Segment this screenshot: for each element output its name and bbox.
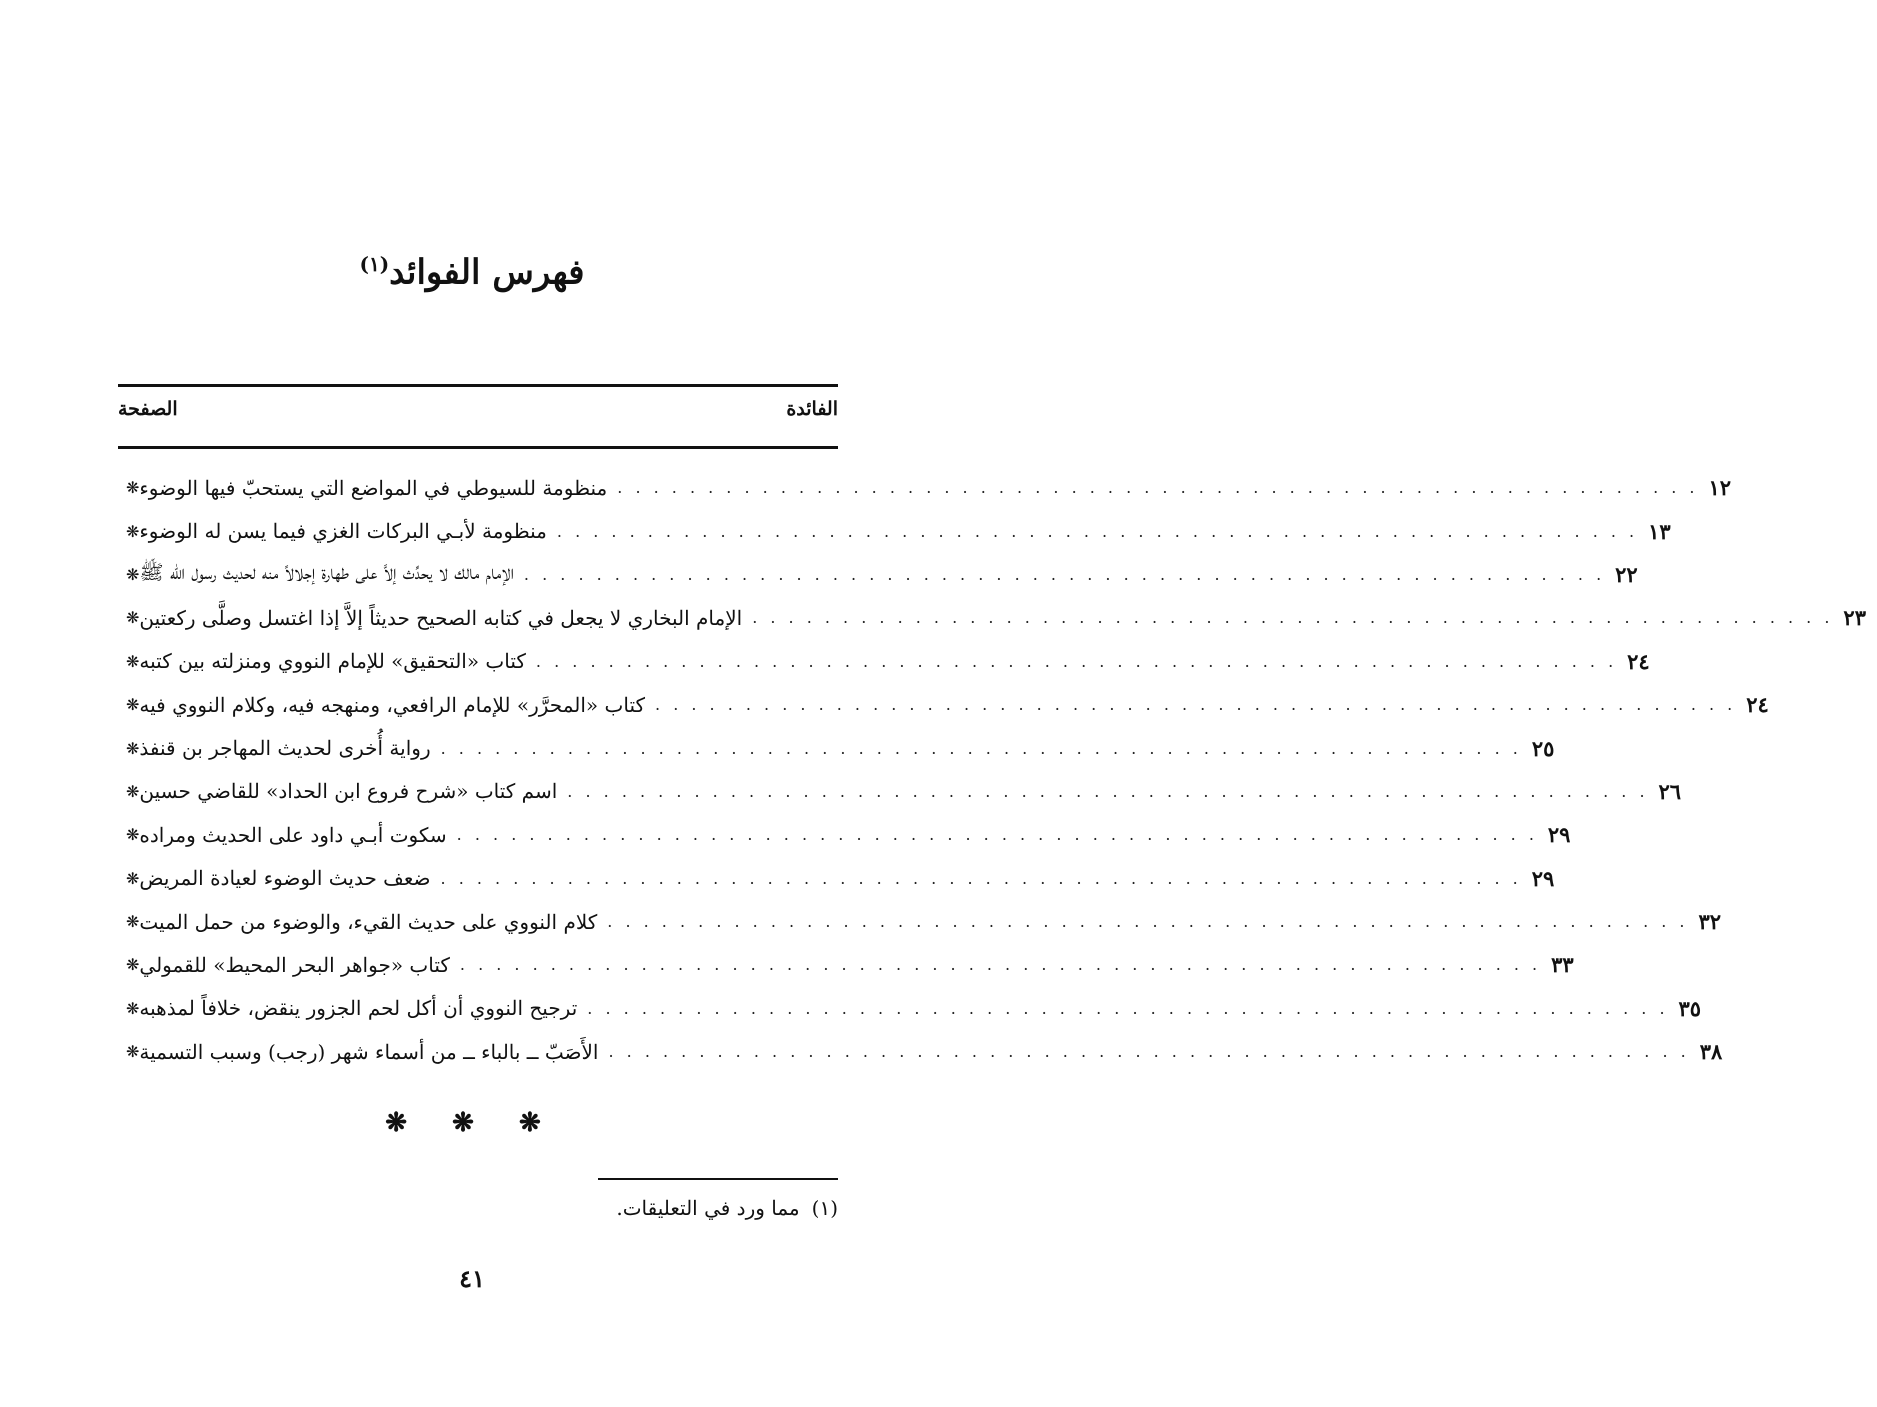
footnote-rule bbox=[598, 1178, 838, 1180]
title-footnote-ref: (١) bbox=[359, 252, 390, 276]
dot-leader: . . . . . . . . . . . . . . . . . . . . . . . . . . . . . . . . . . . . . . . . . . . . . . . . . . . . . . . . . . . . bbox=[459, 955, 1542, 975]
entry-text: منظومة لأبـي البركات الغزي فيما يسن له الوضوء bbox=[139, 519, 547, 544]
entry-page-number: ٣٨ bbox=[1699, 1039, 1723, 1065]
bullet-icon: ❋ bbox=[126, 478, 140, 498]
entry-text: سكوت أبـي داود على الحديث ومراده bbox=[139, 822, 447, 847]
entry-text: ضعف حديث الوضوء لعيادة المريض bbox=[139, 866, 431, 891]
dot-leader: . . . . . . . . . . . . . . . . . . . . . . . . . . . . . . . . . . . . . . . . . . . . . . . . . . . . . . . . . . . . bbox=[567, 781, 1649, 801]
dot-leader: . . . . . . . . . . . . . . . . . . . . . . . . . . . . . . . . . . . . . . . . . . . . . . . . . . . . . . . . . . . . bbox=[617, 478, 1699, 498]
table-row bbox=[118, 857, 1555, 900]
table-row bbox=[118, 553, 1638, 596]
title-text: فهرس الفوائد bbox=[389, 252, 585, 293]
table-row bbox=[118, 1030, 1723, 1073]
entry-text: رواية أُخرى لحديث المهاجر بن قنفذ bbox=[139, 736, 431, 761]
entry-page-number: ١٢ bbox=[1708, 475, 1732, 501]
dot-leader: . . . . . . . . . . . . . . . . . . . . . . . . . . . . . . . . . . . . . . . . . . . . . . . . . . . . . . . . . . . . bbox=[440, 738, 1522, 758]
dot-leader: . . . . . . . . . . . . . . . . . . . . . . . . . . . . . . . . . . . . . . . . . . . . . . . . . . . . . . . . . . . . bbox=[608, 1042, 1690, 1062]
table-row bbox=[118, 900, 1722, 943]
table-row bbox=[118, 640, 1650, 683]
bullet-icon: ❋ bbox=[126, 781, 140, 801]
dot-leader: . . . . . . . . . . . . . . . . . . . . . . . . . . . . . . . . . . . . . . . . . . . . . . . . . . . . . . . . . . . . bbox=[752, 608, 1834, 628]
page-number: ٤١ bbox=[459, 1264, 485, 1293]
table-row bbox=[118, 770, 1682, 813]
table-row bbox=[118, 466, 1732, 509]
table-header-rule bbox=[118, 446, 838, 449]
entry-text: كتاب «المحرَّر» للإمام الرافعي، ومنهجه فيه، وكلام النووي فيه bbox=[139, 692, 646, 717]
dot-leader: . . . . . . . . . . . . . . . . . . . . . . . . . . . . . . . . . . . . . . . . . . . . . . . . . . . . . . . . . . . . bbox=[587, 998, 1669, 1018]
bullet-icon: ❋ bbox=[126, 738, 140, 758]
table-top-rule bbox=[118, 384, 838, 387]
dot-leader: . . . . . . . . . . . . . . . . . . . . . . . . . . . . . . . . . . . . . . . . . . . . . . . . . . . . . . . . . . . . bbox=[440, 868, 1522, 888]
entry-text: كلام النووي على حديث القيء، والوضوء من حمل الميت bbox=[139, 909, 598, 934]
table-row bbox=[118, 726, 1555, 769]
bullet-icon: ❋ bbox=[126, 521, 140, 541]
entry-text: كتاب «التحقيق» للإمام النووي ومنزلته بين كتبه bbox=[139, 649, 526, 674]
bullet-icon: ❋ bbox=[126, 695, 140, 715]
entry-page-number: ٣٥ bbox=[1678, 995, 1702, 1021]
entry-text: الإمام البخاري لا يجعل في كتابه الصحيح حديثاً إلاَّ إذا اغتسل وصلَّى ركعتين bbox=[139, 605, 743, 630]
bullet-icon: ❋ bbox=[126, 1042, 140, 1062]
dot-leader: . . . . . . . . . . . . . . . . . . . . . . . . . . . . . . . . . . . . . . . . . . . . . . . . . . . . . . . . . . . . bbox=[607, 912, 1689, 932]
section-separator: ❋ ❋ ❋ bbox=[385, 1108, 559, 1138]
page-title bbox=[0, 252, 944, 292]
footnote-text: مما ورد في التعليقات. bbox=[616, 1196, 800, 1220]
bullet-icon: ❋ bbox=[126, 651, 140, 671]
dot-leader: . . . . . . . . . . . . . . . . . . . . . . . . . . . . . . . . . . . . . . . . . . . . . . . . . . . . . . . . . . . . bbox=[655, 695, 1737, 715]
table-row bbox=[118, 596, 1866, 639]
table-row bbox=[118, 509, 1671, 552]
bullet-icon: ❋ bbox=[126, 998, 140, 1018]
entry-page-number: ٣٢ bbox=[1698, 909, 1722, 935]
entry-page-number: ٣٣ bbox=[1551, 952, 1574, 978]
entry-page-number: ٢٩ bbox=[1547, 822, 1571, 848]
entry-page-number: ٢٦ bbox=[1658, 778, 1682, 804]
entry-page-number: ٢٣ bbox=[1843, 605, 1866, 631]
entry-page-number: ١٣ bbox=[1648, 518, 1671, 544]
table-row bbox=[118, 987, 1702, 1030]
entry-text: اسم كتاب «شرح فروع ابن الحداد» للقاضي حسين bbox=[139, 779, 558, 804]
table-header bbox=[118, 398, 838, 434]
footnote bbox=[616, 1196, 838, 1220]
bullet-icon: ❋ bbox=[126, 564, 140, 584]
dot-leader: . . . . . . . . . . . . . . . . . . . . . . . . . . . . . . . . . . . . . . . . . . . . . . . . . . . . . . . . . . . . bbox=[556, 521, 1639, 541]
entry-text: الأَصَبّ ــ بالباء ــ من أسماء شهر (رجب) وسبب التسمية bbox=[139, 1039, 599, 1064]
table-row bbox=[118, 683, 1769, 726]
bullet-icon: ❋ bbox=[126, 825, 140, 845]
bullet-icon: ❋ bbox=[126, 608, 140, 628]
footnote-mark: (١) bbox=[811, 1196, 838, 1220]
bullet-icon: ❋ bbox=[126, 912, 140, 932]
header-page: الصفحة bbox=[118, 398, 178, 420]
bullet-icon: ❋ bbox=[126, 868, 140, 888]
bullet-icon: ❋ bbox=[126, 955, 140, 975]
table-row bbox=[118, 943, 1574, 986]
entry-text: ترجيح النووي أن أكل لحم الجزور ينقض، خلافاً لمذهبه bbox=[139, 996, 578, 1021]
index-entries bbox=[118, 466, 1866, 1073]
dot-leader: . . . . . . . . . . . . . . . . . . . . . . . . . . . . . . . . . . . . . . . . . . . . . . . . . . . . . . . . . . . . bbox=[523, 564, 1606, 584]
entry-text: كتاب «جواهر البحر المحيط» للقمولي bbox=[139, 952, 450, 977]
dot-leader: . . . . . . . . . . . . . . . . . . . . . . . . . . . . . . . . . . . . . . . . . . . . . . . . . . . . . . . . . . . . bbox=[456, 825, 1538, 845]
entry-page-number: ٢٢ bbox=[1615, 561, 1638, 587]
table-row bbox=[118, 813, 1571, 856]
entry-page-number: ٢٥ bbox=[1531, 735, 1555, 761]
entry-page-number: ٢٤ bbox=[1627, 648, 1650, 674]
dot-leader: . . . . . . . . . . . . . . . . . . . . . . . . . . . . . . . . . . . . . . . . . . . . . . . . . . . . . . . . . . . . bbox=[535, 651, 1618, 671]
header-benefit: الفائدة bbox=[786, 398, 838, 420]
entry-page-number: ٢٩ bbox=[1531, 865, 1555, 891]
entry-page-number: ٢٤ bbox=[1746, 692, 1769, 718]
entry-text: الإمام مالك لا يحدِّث إلاَّ على طهارة إجلالاً منه لحديث رسول الله ﷺ bbox=[139, 559, 514, 584]
entry-text: منظومة للسيوطي في المواضع التي يستحبّ فيها الوضوء bbox=[139, 475, 608, 500]
